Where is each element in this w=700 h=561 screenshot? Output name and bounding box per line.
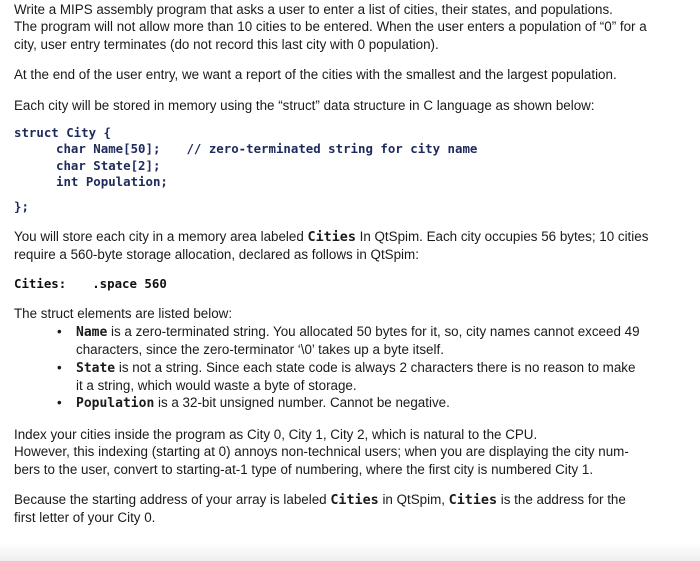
code-line-4: int Population; — [56, 174, 168, 190]
intro-paragraph — [14, 0, 690, 53]
bullet-line-1 — [76, 323, 690, 341]
intro-line-1: Write a MIPS assembly program that asks a user to enter a list of cities, their states, and populations. — [14, 2, 613, 17]
code-name-field: char Name[50]; — [56, 141, 161, 157]
storage-paragraph — [14, 228, 690, 264]
report-paragraph: At the end of the user entry, we want a report of the cities with the smallest and the largest population. — [14, 67, 617, 83]
address-mid: in QtSpim, — [378, 491, 449, 507]
space-label: Cities: — [14, 275, 67, 291]
code-line-5: }; — [14, 198, 29, 214]
bullet-icon: • — [57, 323, 62, 339]
code-line-3: char State[2]; — [56, 157, 161, 173]
bullet-text: is a zero-terminated string. You allocated 50 bytes for it, so, city names cannot exceed 49 — [107, 323, 640, 339]
code-line-1: struct City { — [14, 125, 111, 141]
struct-intro-paragraph: Each city will be stored in memory using the “struct” data structure in C language as shown below: — [14, 97, 595, 113]
assignment-document — [14, 0, 690, 527]
index-line-1: Index your cities inside the program as City 0, City 1, City 2, which is natural to the CPU. — [14, 426, 538, 442]
space-declaration — [14, 275, 690, 292]
bullet-icon: • — [57, 395, 62, 411]
elements-intro: The struct elements are listed below: — [14, 306, 233, 322]
intro-line-2: The program will not allow more than 10 cities to be entered. When the user enters a population of “0” for a — [14, 19, 647, 35]
address-paragraph — [14, 491, 690, 527]
address-line-1 — [14, 491, 690, 509]
address-label-1: Cities — [330, 492, 379, 508]
storage-line-1 — [14, 228, 690, 246]
index-line-2: However, this indexing (starting at 0) annoys non-technical users; when you are displaying the city num- — [14, 444, 629, 460]
code-line-2 — [14, 141, 690, 157]
list-item — [14, 359, 690, 395]
address-post: is the address for the — [497, 491, 626, 507]
bullet-text: is a 32-bit unsigned number. Cannot be negative. — [154, 395, 450, 411]
index-paragraph — [14, 426, 690, 478]
bullet-icon: • — [57, 359, 62, 375]
bullet-text: is not a string. Since each state code is always 2 characters there is no reason to make — [115, 359, 636, 375]
bullet-term: State — [76, 360, 116, 376]
storage-post: In QtSpim. Each city occupies 56 bytes; 10 cities — [355, 229, 649, 245]
bullet-line-1 — [76, 394, 690, 412]
bullet-line-2: characters, since the zero-terminator ‘\0’ takes up a byte itself. — [76, 342, 444, 358]
space-directive: .space 560 — [92, 275, 167, 291]
storage-label: Cities — [307, 230, 356, 246]
code-comment: // zero-terminated string for city name — [186, 141, 478, 157]
bottom-edge-shadow — [0, 543, 700, 561]
list-item — [14, 394, 690, 412]
struct-elements-list — [14, 323, 690, 413]
address-line-2: first letter of your City 0. — [14, 510, 156, 526]
struct-code-block — [14, 125, 690, 215]
bullet-line-1 — [76, 359, 690, 377]
list-item — [14, 323, 690, 359]
index-line-3: bers to the user, convert to starting-at-1 type of numbering, where the first city is numbered City 1. — [14, 461, 594, 477]
address-pre: Because the starting address of your array is labeled — [14, 491, 331, 507]
bullet-line-2: it a string, which would waste a byte of storage. — [76, 377, 357, 393]
address-label-2: Cities — [448, 492, 498, 508]
storage-pre: You will store each city in a memory area labeled — [14, 229, 308, 245]
bullet-term: Population — [76, 396, 155, 412]
intro-line-3: city, user entry terminates (do not record this last city with 0 population). — [14, 36, 439, 52]
storage-line-2: require a 560-byte storage allocation, declared as follows in QtSpim: — [14, 247, 419, 263]
bullet-term: Name — [76, 324, 108, 340]
